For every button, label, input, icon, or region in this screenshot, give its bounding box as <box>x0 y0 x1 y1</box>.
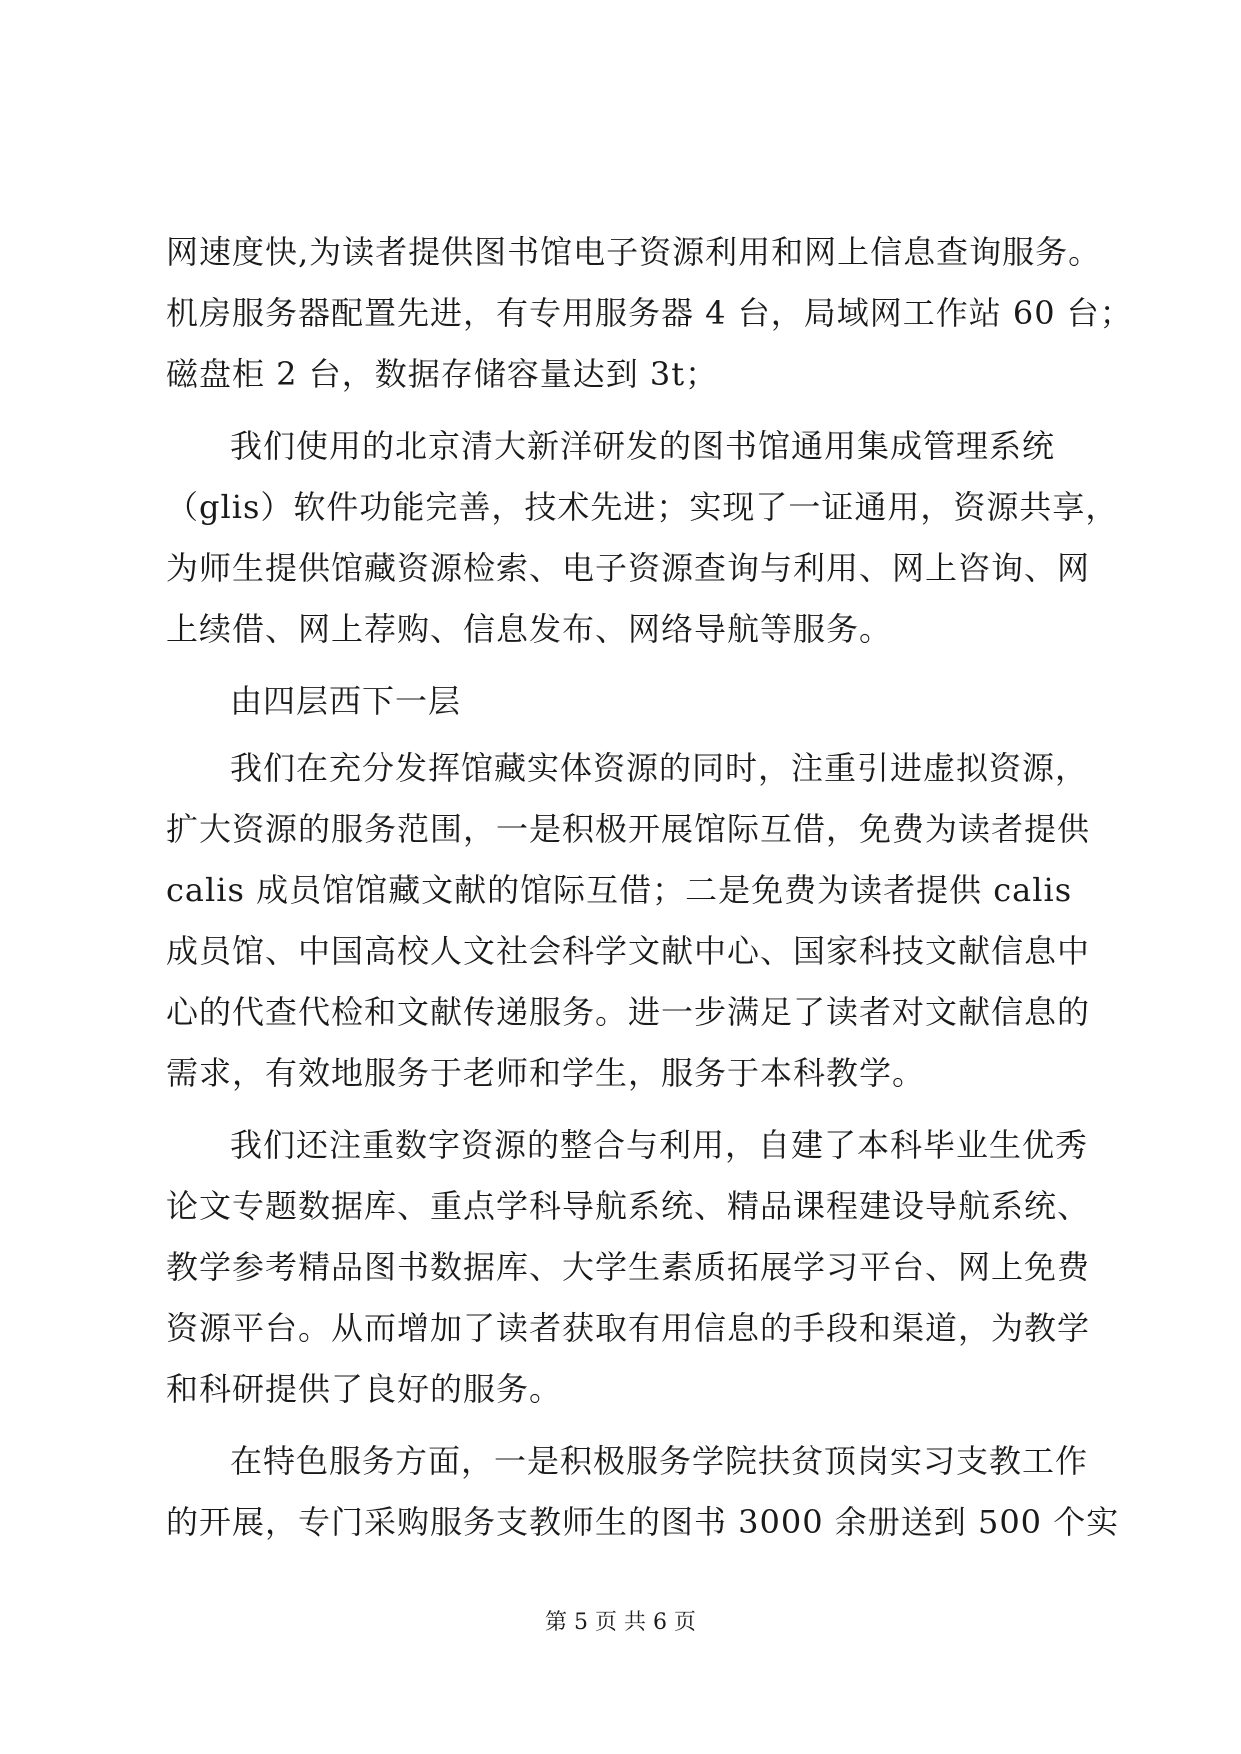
text-line: 磁盘柜 2 台，数据存储容量达到 3t； <box>166 355 719 393</box>
document-body <box>166 222 1133 1553</box>
text-line: 为师生提供馆藏资源检索、电子资源查询与利用、网上咨询、网 <box>166 549 1091 587</box>
text-line: （glis）软件功能完善，技术先进；实现了一证通用，资源共享， <box>166 488 1119 526</box>
text-line: 的开展，专门采购服务支教师生的图书 3000 余册送到 500 个实 <box>166 1503 1120 1541</box>
text-line: 扩大资源的服务范围，一是积极开展馆际互借，免费为读者提供 <box>166 810 1091 848</box>
text-line: 需求，有效地服务于老师和学生，服务于本科教学。 <box>166 1054 926 1092</box>
text-line: 资源平台。从而增加了读者获取有用信息的手段和渠道，为教学 <box>166 1309 1091 1347</box>
text-line: 和科研提供了良好的服务。 <box>166 1370 563 1408</box>
text-line: 教学参考精品图书数据库、大学生素质拓展学习平台、网上免费 <box>166 1248 1091 1286</box>
text-line: 我们使用的北京清大新洋研发的图书馆通用集成管理系统 <box>230 427 1056 465</box>
text-line: 由四层西下一层 <box>230 682 462 720</box>
text-line: 我们还注重数字资源的整合与利用，自建了本科毕业生优秀 <box>230 1126 1089 1164</box>
text-line: 在特色服务方面，一是积极服务学院扶贫顶岗实习支教工作 <box>230 1442 1089 1480</box>
text-line: 上续借、网上荐购、信息发布、网络导航等服务。 <box>166 610 893 648</box>
text-line: 我们在充分发挥馆藏实体资源的同时，注重引进虚拟资源， <box>230 749 1089 787</box>
text-line: 成员馆、中国高校人文社会科学文献中心、国家科技文献信息中 <box>166 932 1091 970</box>
text-line: 机房服务器配置先进，有专用服务器 4 台，局域网工作站 60 台； <box>166 294 1133 332</box>
text-line: 心的代查代检和文献传递服务。进一步满足了读者对文献信息的 <box>166 993 1091 1031</box>
text-line: 网速度快,为读者提供图书馆电子资源利用和网上信息查询服务。 <box>166 233 1102 271</box>
text-line: calis 成员馆馆藏文献的馆际互借；二是免费为读者提供 calis <box>166 871 1073 909</box>
text-line: 论文专题数据库、重点学科导航系统、精品课程建设导航系统、 <box>166 1187 1091 1225</box>
page-footer: 第 5 页 共 6 页 <box>545 1610 696 1635</box>
